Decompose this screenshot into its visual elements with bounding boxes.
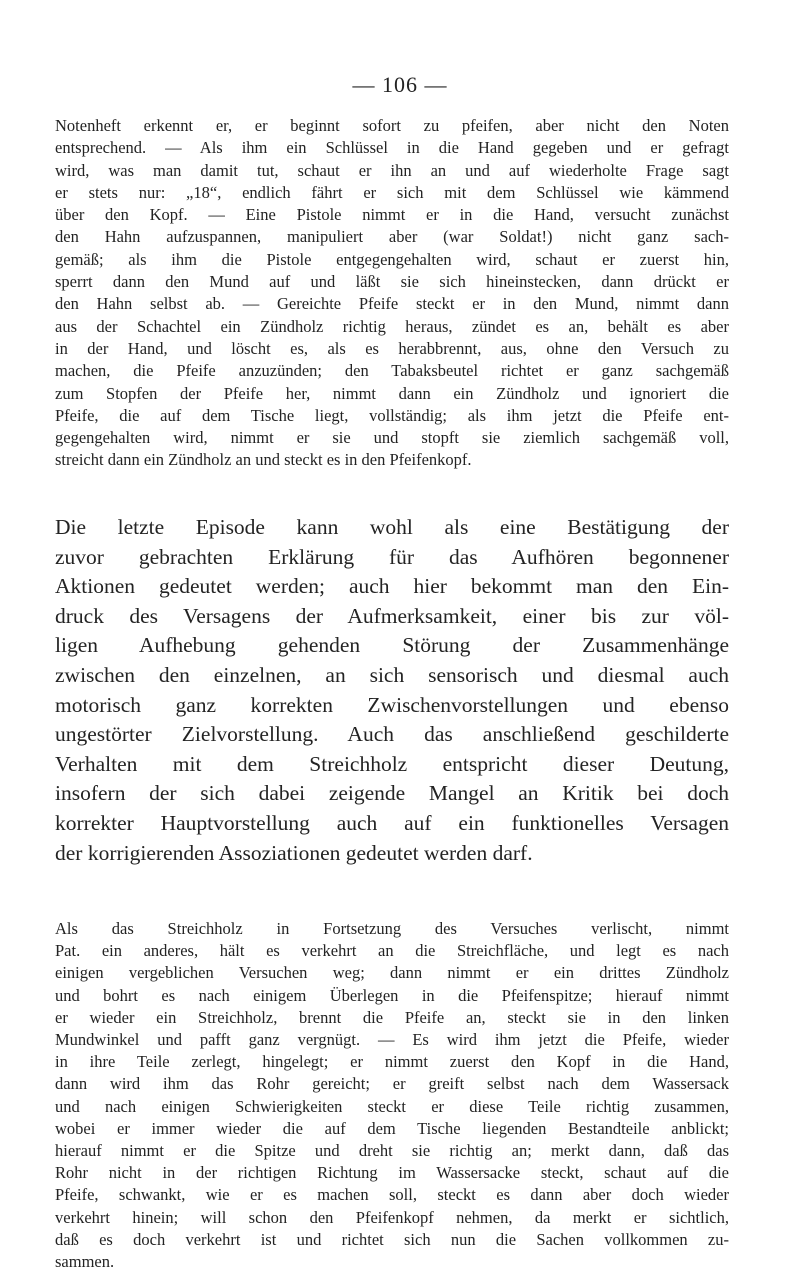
text-line: motorisch ganz korrekten Zwischenvorstellungen und ebenso bbox=[55, 692, 729, 717]
text-line: entsprechend. — Als ihm ein Schlüssel in die Hand gegeben und er gefragt bbox=[55, 138, 729, 158]
text-line: hierauf nimmt er die Spitze und dreht sie richtig an; merkt dann, daß das bbox=[55, 1141, 729, 1161]
text-line: ungestörter Zielvorstellung. Auch das anschließend geschilderte bbox=[55, 722, 729, 747]
text-line: Pat. ein anderes, hält es verkehrt an die Streichfläche, und legt es nach bbox=[55, 941, 729, 961]
text-line: Notenheft erkennt er, er beginnt sofort zu pfeifen, aber nicht den Noten bbox=[55, 116, 729, 135]
text-line: Pfeife, die auf dem Tische liegt, vollständig; als ihm jetzt die Pfeife ent- bbox=[55, 405, 729, 425]
text-line: über den Kopf. — Eine Pistole nimmt er in die Hand, versucht zunächst bbox=[55, 205, 729, 225]
text-line: sammen. bbox=[55, 1252, 115, 1272]
text-line: einigen vergeblichen Versuchen weg; dann nimmt er ein drittes Zündholz bbox=[55, 963, 729, 983]
text-line: in ihre Teile zerlegt, hingelegt; er nimmt zuerst den Kopf in die Hand, bbox=[55, 1052, 729, 1072]
text-line: verkehrt hinein; will schon den Pfeifenkopf nehmen, da merkt er sichtlich, bbox=[55, 1207, 729, 1227]
text-line: sperrt dann den Mund auf und läßt sie sich hineinstecken, dann drückt er bbox=[55, 272, 729, 292]
text-line: ligen Aufhebung gehenden Störung der Zusammenhänge bbox=[55, 633, 729, 658]
text-line: zwischen den einzelnen, an sich sensorisch und diesmal auch bbox=[55, 662, 729, 687]
text-line: Mundwinkel und pafft ganz vergnügt. — Es wird ihm jetzt die Pfeife, wieder bbox=[55, 1030, 729, 1050]
text-line: Rohr nicht in der richtigen Richtung im Wassersacke steckt, schaut auf die bbox=[55, 1163, 729, 1183]
text-line: den Hahn selbst ab. — Gereichte Pfeife steckt er in den Mund, nimmt dann bbox=[55, 294, 729, 314]
text-line: der korrigierenden Assoziationen gedeutet werden darf. bbox=[55, 840, 533, 865]
text-line: druck des Versagens der Aufmerksamkeit, einer bis zur völ- bbox=[55, 603, 729, 628]
text-line: und bohrt es nach einigem Überlegen in die Pfeifenspitze; hierauf nimmt bbox=[55, 985, 729, 1005]
paragraph-continuation bbox=[55, 918, 729, 1273]
text-line: Als das Streichholz in Fortsetzung des Versuches verlischt, nimmt bbox=[55, 919, 729, 938]
text-line: zuvor gebrachten Erklärung für das Aufhören begonnener bbox=[55, 544, 729, 569]
text-line: korrekter Hauptvorstellung auch auf ein funktionelles Versagen bbox=[55, 810, 729, 835]
text-line: er stets nur: „18“, endlich fährt er sich mit dem Schlüssel wie kämmend bbox=[55, 182, 729, 202]
text-line: wobei er immer wieder die auf dem Tische liegenden Bestandteile anblickt; bbox=[55, 1118, 729, 1138]
text-line: aus der Schachtel ein Zündholz richtig heraus, zündet es an, behält es aber bbox=[55, 316, 729, 336]
text-line: dann wird ihm das Rohr gereicht; er greift selbst nach dem Wassersack bbox=[55, 1074, 729, 1094]
text-line: daß es doch verkehrt ist und richtet sich nun die Sachen vollkommen zu- bbox=[55, 1229, 729, 1249]
text-line: zum Stopfen der Pfeife her, nimmt dann ein Zündholz und ignoriert die bbox=[55, 383, 729, 403]
text-line: er wieder ein Streichholz, brennt die Pfeife an, steckt sie in den linken bbox=[55, 1007, 729, 1027]
text-line: Verhalten mit dem Streichholz entspricht dieser Deutung, bbox=[55, 751, 729, 776]
text-line: und nach einigen Schwierigkeiten steckt er diese Teile richtig zusammen, bbox=[55, 1096, 729, 1116]
text-line: streicht dann ein Zündholz an und steckt es in den Pfeifenkopf. bbox=[55, 450, 472, 470]
page-number: — 106 — bbox=[352, 72, 448, 97]
text-line: Aktionen gedeutet werden; auch hier bekommt man den Ein- bbox=[55, 574, 729, 599]
paragraph-interpretation bbox=[55, 513, 729, 868]
text-line: insofern der sich dabei zeigende Mangel an Kritik bei doch bbox=[55, 781, 729, 806]
text-line: machen, die Pfeife anzuzünden; den Tabaksbeutel richtet er ganz sachgemäß bbox=[55, 361, 729, 381]
text-line: den Hahn aufzuspannen, manipuliert aber (war Soldat!) nicht ganz sach- bbox=[55, 227, 729, 247]
text-line: gemäß; als ihm die Pistole entgegengehalten wird, schaut er zuerst hin, bbox=[55, 249, 729, 269]
paragraph-case-report bbox=[55, 115, 729, 472]
text-line: in der Hand, und löscht es, als es herabbrennt, aus, ohne den Versuch zu bbox=[55, 338, 729, 358]
text-line: Pfeife, schwankt, wie er es machen soll, steckt es dann aber doch wieder bbox=[55, 1185, 729, 1205]
text-line: wird, was man damit tut, schaut er ihn an und auf wiederholte Frage sagt bbox=[55, 160, 729, 180]
text-line: gegengehalten wird, nimmt er sie und stopft sie ziemlich sachgemäß voll, bbox=[55, 428, 729, 448]
text-line: Die letzte Episode kann wohl als eine Bestätigung der bbox=[55, 515, 729, 539]
